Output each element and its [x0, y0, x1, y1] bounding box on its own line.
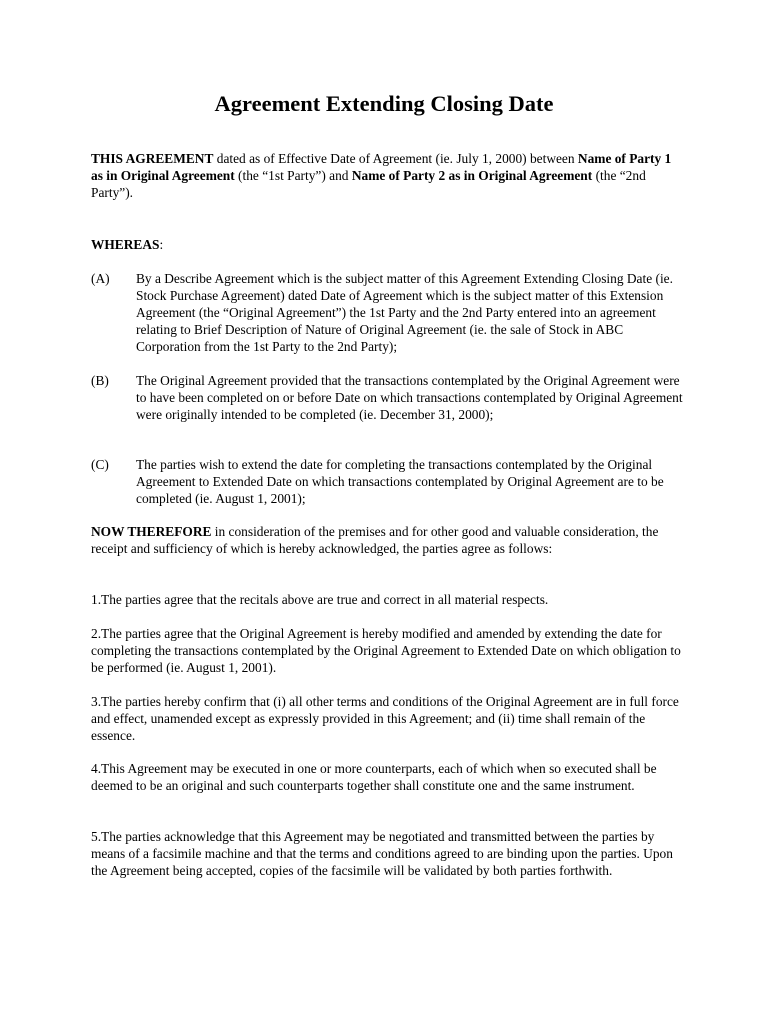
- now-therefore-text: in consideration of the premises and for other good and valuable consideration, the receipt and sufficiency of which is hereby acknowledged, the parties agree as follows:: [91, 524, 659, 556]
- clause-1: 1.The parties agree that the recitals above are true and correct in all material respects.: [91, 592, 549, 607]
- recital-label-b: (B): [91, 373, 109, 388]
- intro-lead: THIS AGREEMENT: [91, 151, 214, 166]
- recital-label-a: (A): [91, 271, 110, 286]
- intro-text-2: (the “1st Party”) and: [234, 168, 352, 183]
- document-title: Agreement Extending Closing Date: [214, 91, 554, 116]
- now-therefore-paragraph: [91, 523, 683, 557]
- recital-label-c: (C): [91, 457, 109, 472]
- intro-paragraph: [91, 150, 683, 201]
- clause-4: 4.This Agreement may be executed in one or more counterparts, each of which when so executed shall be deemed to be an original and such counterparts together shall constitute one and the same instrument.: [91, 761, 657, 793]
- party-1-name: Name of Party 1 as in Original Agreement: [91, 151, 672, 183]
- recital-text-c: The parties wish to extend the date for completing the transactions contemplated by the Original Agreement to Extended Date on which transactions contemplated by Original Agreement are to be completed (ie. August 1, 2001);: [136, 457, 664, 506]
- clause-5: 5.The parties acknowledge that this Agreement may be negotiated and transmitted between the parties by means of a facsimile machine and that the terms and conditions agreed to are binding upon the parties. Upon the Agreement being accepted, copies of the facsimile will be validated by both parties forthwith.: [91, 829, 673, 878]
- whereas-heading: [91, 236, 683, 253]
- intro-text-3: (the “2nd Party”).: [91, 168, 646, 200]
- recital-text-a: By a Describe Agreement which is the subject matter of this Agreement Extending Closing Date (ie. Stock Purchase Agreement) dated Date of Agreement which is the subject matter of this Extension Agreement (the “Original Agreement”) the 1st Party and the 2nd Party entered into an agreement relating to Brief Description of Nature of Original Agreement (ie. the sale of Stock in ABC Corporation from the 1st Party to the 2nd Party);: [136, 271, 673, 354]
- clause-3: 3.The parties hereby confirm that (i) all other terms and conditions of the Original Agreement are in full force and effect, unamended except as expressly provided in this Agreement; and (ii) time shall remain of the essence.: [91, 694, 679, 743]
- recital-text-b: The Original Agreement provided that the transactions contemplated by the Original Agreement were to have been completed on or before Date on which transactions contemplated by Original Agreement were originally intended to be completed (ie. December 31, 2000);: [136, 373, 683, 422]
- clause-2: 2.The parties agree that the Original Agreement is hereby modified and amended by extending the date for completing the transactions contemplated by the Original Agreement to Extended Date on which obligation to be performed (ie. August 1, 2001).: [91, 626, 681, 675]
- whereas-label: WHEREAS: [91, 237, 160, 252]
- whereas-colon: :: [159, 237, 164, 252]
- intro-text-1: dated as of Effective Date of Agreement (ie. July 1, 2000) between: [213, 151, 578, 166]
- party-2-name: Name of Party 2 as in Original Agreement: [351, 168, 593, 183]
- now-therefore-lead: NOW THEREFORE: [91, 524, 212, 539]
